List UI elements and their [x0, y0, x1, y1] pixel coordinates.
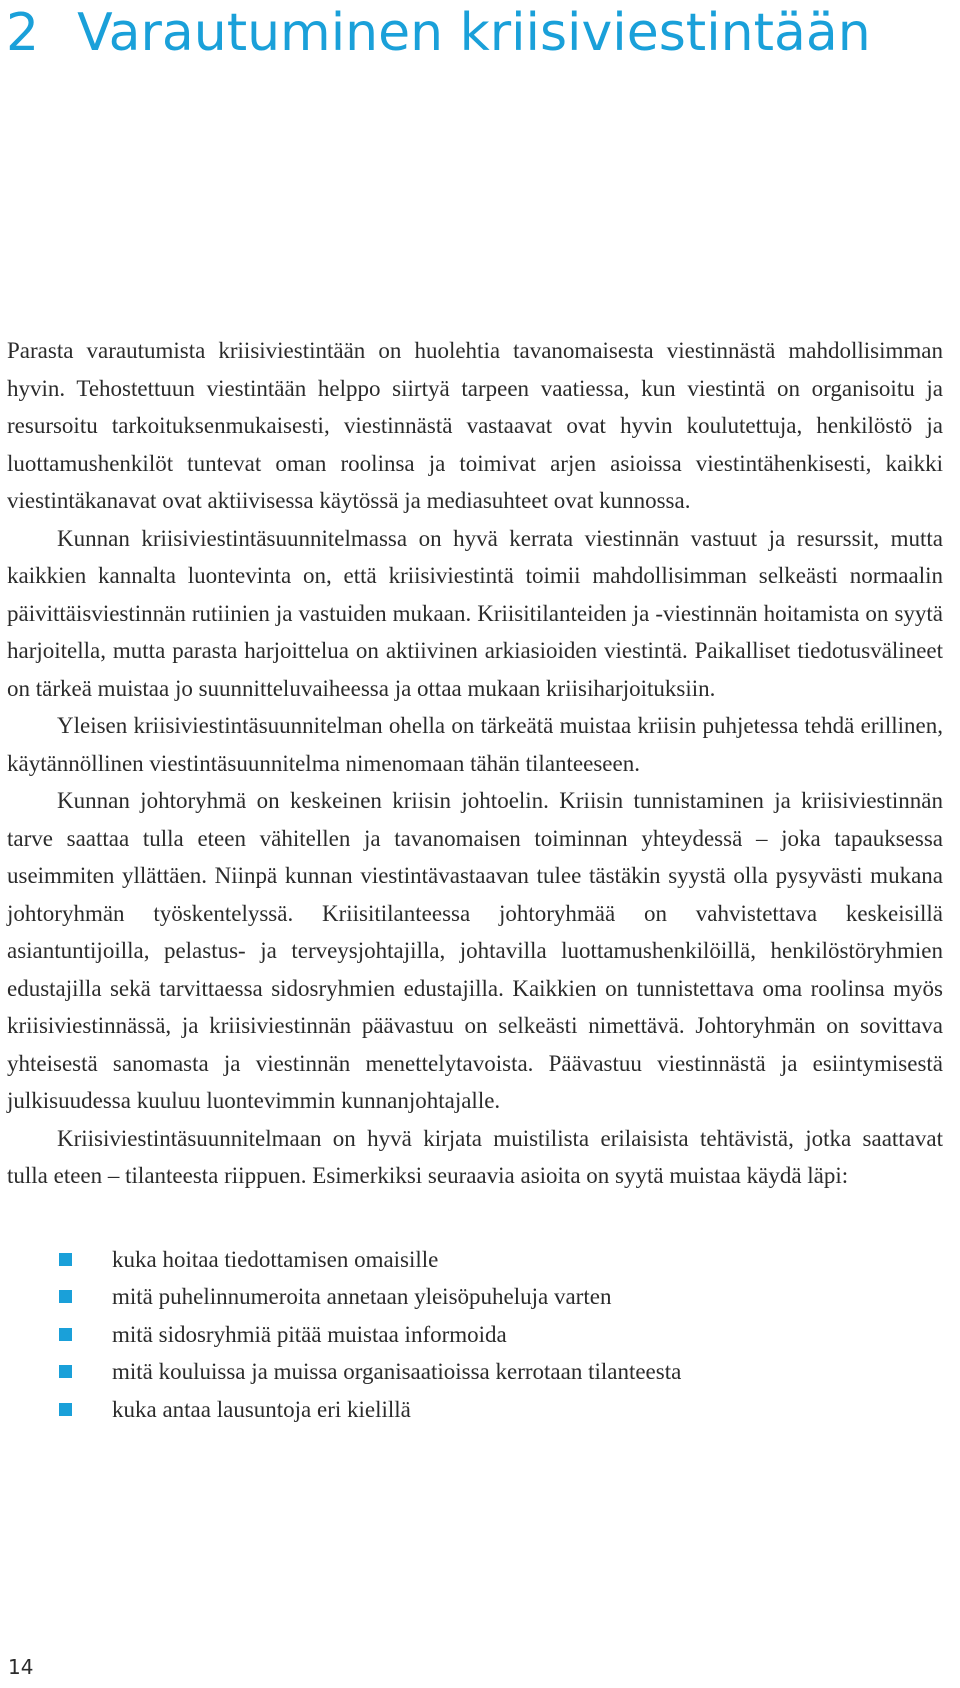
bullet-list: [7, 1241, 943, 1429]
paragraph: Parasta varautumista kriisiviestintään on huolehtia tavanomaisesta viestinnästä mahdollisimman hyvin. Tehostettuun viestintään helppo siirtyä tarpeen vaatiessa, kun viestintä on organisoitu ja resursoitu tarkoituksenmukaisesti, viestinnästä vastaavat ovat hyvin koulutettuja, henkilöstö ja luottamushenkilöt tuntevat oman roolinsa ja toimivat arjen asioissa viestintähenkisesti, kaikki viestintäkanavat ovat aktiivisessa käytössä ja mediasuhteet ovat kunnossa.: [7, 338, 943, 513]
chapter-number: 2: [6, 3, 40, 63]
chapter-title: Varautuminen kriisiviestintään: [77, 3, 871, 63]
list-item: [7, 1316, 943, 1354]
paragraph: Kriisiviestintäsuunnitelmaan on hyvä kirjata muistilista erilaisista tehtävistä, jotka saattavat tulla eteen – tilanteesta riippuen. Esimerkiksi seuraavia asioita on syytä muistaa käydä läpi:: [7, 1125, 943, 1188]
list-item: [7, 1391, 943, 1429]
square-bullet-icon: [59, 1328, 72, 1341]
list-item: [7, 1278, 943, 1316]
list-item: [7, 1241, 943, 1279]
square-bullet-icon: [59, 1253, 72, 1266]
list-item-text: kuka hoitaa tiedottamisen omaisille: [112, 1246, 439, 1272]
square-bullet-icon: [59, 1290, 72, 1303]
chapter-heading: [6, 0, 871, 68]
square-bullet-icon: [59, 1365, 72, 1378]
square-bullet-icon: [59, 1403, 72, 1416]
paragraph: Kunnan kriisiviestintäsuunnitelmassa on hyvä kerrata viestinnän vastuut ja resurssit, mutta kaikkien kannalta luontevinta on, että kriisiviestintä toimii mahdollisimman selkeästi normaalin päivittäisviestinnän rutiinien ja vastuiden mukaan. Kriisitilanteiden ja -viestinnän hoitamista on syytä harjoitella, mutta parasta harjoittelua on aktiivinen arkiasioiden viestintä. Paikalliset tiedotusvälineet on tärkeä muistaa jo suunnitteluvaiheessa ja ottaa mukaan kriisiharjoituksiin.: [7, 525, 943, 701]
list-item-text: mitä sidosryhmiä pitää muistaa informoida: [112, 1321, 507, 1347]
list-item-text: kuka antaa lausuntoja eri kielillä: [112, 1396, 411, 1422]
list-item-text: mitä kouluissa ja muissa organisaatioissa kerrotaan tilanteesta: [112, 1359, 682, 1384]
list-item-text: mitä puhelinnumeroita annetaan yleisöpuheluja varten: [112, 1284, 612, 1309]
body-text: [7, 332, 943, 1428]
paragraph: Yleisen kriisiviestintäsuunnitelman ohella on tärkeätä muistaa kriisin puhjetessa tehdä erillinen, käytännöllinen viestintäsuunnitelma nimenomaan tähän tilanteeseen.: [7, 713, 943, 776]
paragraph: Kunnan johtoryhmä on keskeinen kriisin johtoelin. Kriisin tunnistaminen ja kriisiviestinnän tarve saattaa tulla eteen vähitellen ja tavanomaisen toiminnan yhteydessä – joka tapauksessa useimmiten yllättäen. Niinpä kunnan viestintävastaavan tulee tästäkin syystä olla pysyvästi mukana johtoryhmän työskentelyssä. Kriisitilanteessa johtoryhmää on vahvistettava keskeisillä asiantuntijoilla, pelastus- ja terveysjohtajilla, johtavilla luottamushenkilöillä, henkilöstöryhmien edustajilla sekä tarvittaessa sidosryhmien edustajilla. Kaikkien on tunnistettava oma roolinsa myös kriisiviestinnässä, ja kriisiviestinnän päävastuu on selkeästi nimettävä. Johtoryhmän on sovittava yhteisestä sanomasta ja viestinnän menettelytavoista. Päävastuu viestinnästä ja esiintymisestä julkisuudessa kuuluu luontevimmin kunnanjohtajalle.: [7, 788, 943, 1113]
page-number: 14: [8, 1655, 34, 1679]
list-item: [7, 1353, 943, 1391]
